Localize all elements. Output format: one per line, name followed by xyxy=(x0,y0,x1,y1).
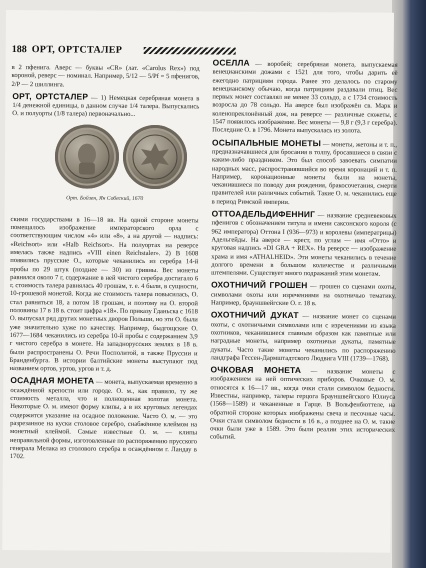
entry-text: — воробей; серебряная монета, выпускаемая венецианскими дожами с 1521 для того, чтобы дарить её ежегодно патрициям города. Ранее это делалось по старому венецианскому обычаю, когда патрициям раздавали птиц. Вес первых монет составлял не менее 33 сольдо, а с 1734 стоимость возросла до 78 сольдо. На аверсе был изображён св. Марк и коленопреклонённый дож, на реверсе — различные сюжеты, с 1547 появилось изображение. Вес монеты — 9,8 г (9,3 г серебра). Последние О. в 1796. Монета выпускалась из золота. xyxy=(212,60,398,135)
entry-term: ОРТ, ОРТСТАЛЕР xyxy=(12,90,89,102)
intro-paragraph: в 2 пфенига. Аверс — буквы «CR» (лат. «Carolus Rex») под короной, реверс — номинал. Например, 5/12 — 5/Pf = 5 пфенигов, 2/P — 2 шиллинга. xyxy=(11,64,200,89)
entry-ochkovaya xyxy=(209,366,396,444)
entry-ottoadel xyxy=(210,209,396,279)
entry-osadnaya xyxy=(9,376,198,462)
entry-ortstaler xyxy=(11,92,199,120)
entry-ohotnichiy-groshen xyxy=(210,281,396,309)
coin-figure xyxy=(11,122,200,215)
entry-text: — название средневековых пфенигов с обозначением титула и имени саксонского короля (с 962 императора) Оттона I (936—973) и королевы (императрицы) Адельгейды. На аверсе — крест, по углам — имя «Отто» и круговая надпись «DI GRA + REX». На реверсе — изображение храма и имя «ATHALHEID». Эти монеты чеканились в течение долгого времени в большом количестве и различными штемпелями. Существует много подражаний этим монетам. xyxy=(211,212,397,278)
left-column xyxy=(9,64,200,466)
entry-text: — грошен со сценами охоты, символами охоты или изречениями на охотничью тематику. Например, брауншвейгские О. г. 18 в. xyxy=(210,283,397,308)
running-head: ОРТ, ОРТСТАЛЕР xyxy=(31,44,123,56)
entry-term: ОСЫПАЛЬНЫЕ МОНЕТЫ xyxy=(212,137,322,148)
entry-term: ОХОТНИЧИЙ ГРОШЕН xyxy=(211,279,308,291)
coin-reverse-image xyxy=(123,125,187,189)
entry-ohotnichiy-dukat xyxy=(210,311,396,364)
entry-text: — название монет со сценами охоты, с охотничьими символами или с изречениями из языка охотников, чеканившиеся главным образом как памятные или наградные монеты, например охотничьи дукаты, памятные дукаты. Часто такие монеты чеканились по распоряжению ландграфа Гессен-Дармштадтского Людвига VIII (1739—1768). xyxy=(210,313,396,363)
page-number: 188 xyxy=(11,44,27,56)
entry-term: ОСЕЛЛА xyxy=(212,57,250,68)
entry-text: — 1) Немецкая серебряная монета в 1/4 денежной единицы, в данном случае 1/4 талера. Выпускались О. и полуорты (1/8 талера) первоначально... xyxy=(12,94,200,119)
body-paragraph: скими государствами в 16—18 вв. На одной стороне монеты помещалось изображение императорского орла с соответствующим числом «4» или «8», а на другой — надпись: «Reichsort» или «Halb Reichsort». На полуортах на реверсе имелась также надпись «VIII einen Reichstaler». 2) В 1608 появились прусские О., которые чеканились из серебра 14-й пробы по 29 штук (позднее — 30) из гривны. Вес монеты равнялся около 7 г, содержание в ней чистого серебра достигало 6 г, стоимость талера равнялась 40 грошам, т. е. 4 были, в сущности, 10-грошевой монетой. Когда же стоимость талера повысилась, О. стал равняться 18, а потом 18 грошам, и поэтому на О. второй половины 17 в 18 в. стоит цифра «18». По приказу Гданьска с 1618 О. выпускал ряд других монетных дворов Польши, но эти О. были уже значительно хуже по качеству. Например, быдгощские О. 1677—1684 чеканились из серебра 10-й пробы с содержанием 3,9 г чистого серебра в монете. На западнорусских землях в 18 в. были распространены О. Речи Посполитой, в также Пруссии и Бранденбурга. В истории балтийские монеты выступают под названием ортов, уртов, ургов и т. д. xyxy=(9,215,199,373)
entry-term: ОТТОАДЕЛЬДИФЕННИГ xyxy=(211,208,316,220)
entry-term: ОЧКОВАЯ МОНЕТА xyxy=(210,364,302,376)
entry-osypalnye xyxy=(211,138,397,208)
entry-oselya xyxy=(211,58,398,136)
entry-term: ОСАДНАЯ МОНЕТА xyxy=(10,375,95,387)
page-sheet xyxy=(2,10,398,553)
coin-obverse-image xyxy=(55,124,119,188)
coin-eagle-icon xyxy=(123,125,187,189)
entry-text: — монета, выпускаемая временно в осаждённой крепости или городе. О. м., как правило, ту же стоимость металла, что и полноценная золотая монета. Некоторые О. м. имеют форму клипы, а в их круговых легендах содержится указание на осадное положение. Часто О. м. — это разрезанное на куски столовое серебро, снабжённое клеймом на монетный клеймой. Самые известные О. м. — клипы неправильной формы, изготовленные по распоряжению прусского генерала Мелака из столового серебра в осаждённом г. Ландау в 1702. xyxy=(9,379,198,461)
right-column xyxy=(209,55,398,446)
entry-text: — монеты, жетоны и т. п., предназначавшиеся для бросания в толпу, бросавшиеся в связи с каким-либо праздником. Это был способ завоевать симпатии народных масс, распространявшийся во время коронаций и т. п. Например, коронационные монеты были на монеты, чеканившиеся по поводу дня рождения, бракосочетания, смерти правителей или различных событий. Такие О. м. чеканились еще в период Римской империи. xyxy=(211,140,398,206)
figure-caption: Орт. Бойзен, Ян Собеский, 1670 xyxy=(66,195,144,202)
entry-text: — название монеты с изображением на ней оптических приборов. Очковые О. м. относятся к 16—17 вв., когда очки стали символом бедности. Известны, например, талеры герцога Брауншвейгского Юлиуса (1568—1589) и чеканенные в Гарце. В Вольфенбюттеле, на обратной стороне которых изображены свеча и песочные часы. Очки стали символом бедности в 16 в., а позднее на О. м. такие очки были уже в 1589. Это были реалии этих исторических событий. xyxy=(209,368,396,442)
coin-portrait-icon xyxy=(55,124,119,188)
entry-term: ОХОТНИЧИЙ ДУКАТ xyxy=(210,309,299,321)
header-ornament-rule xyxy=(144,47,236,55)
